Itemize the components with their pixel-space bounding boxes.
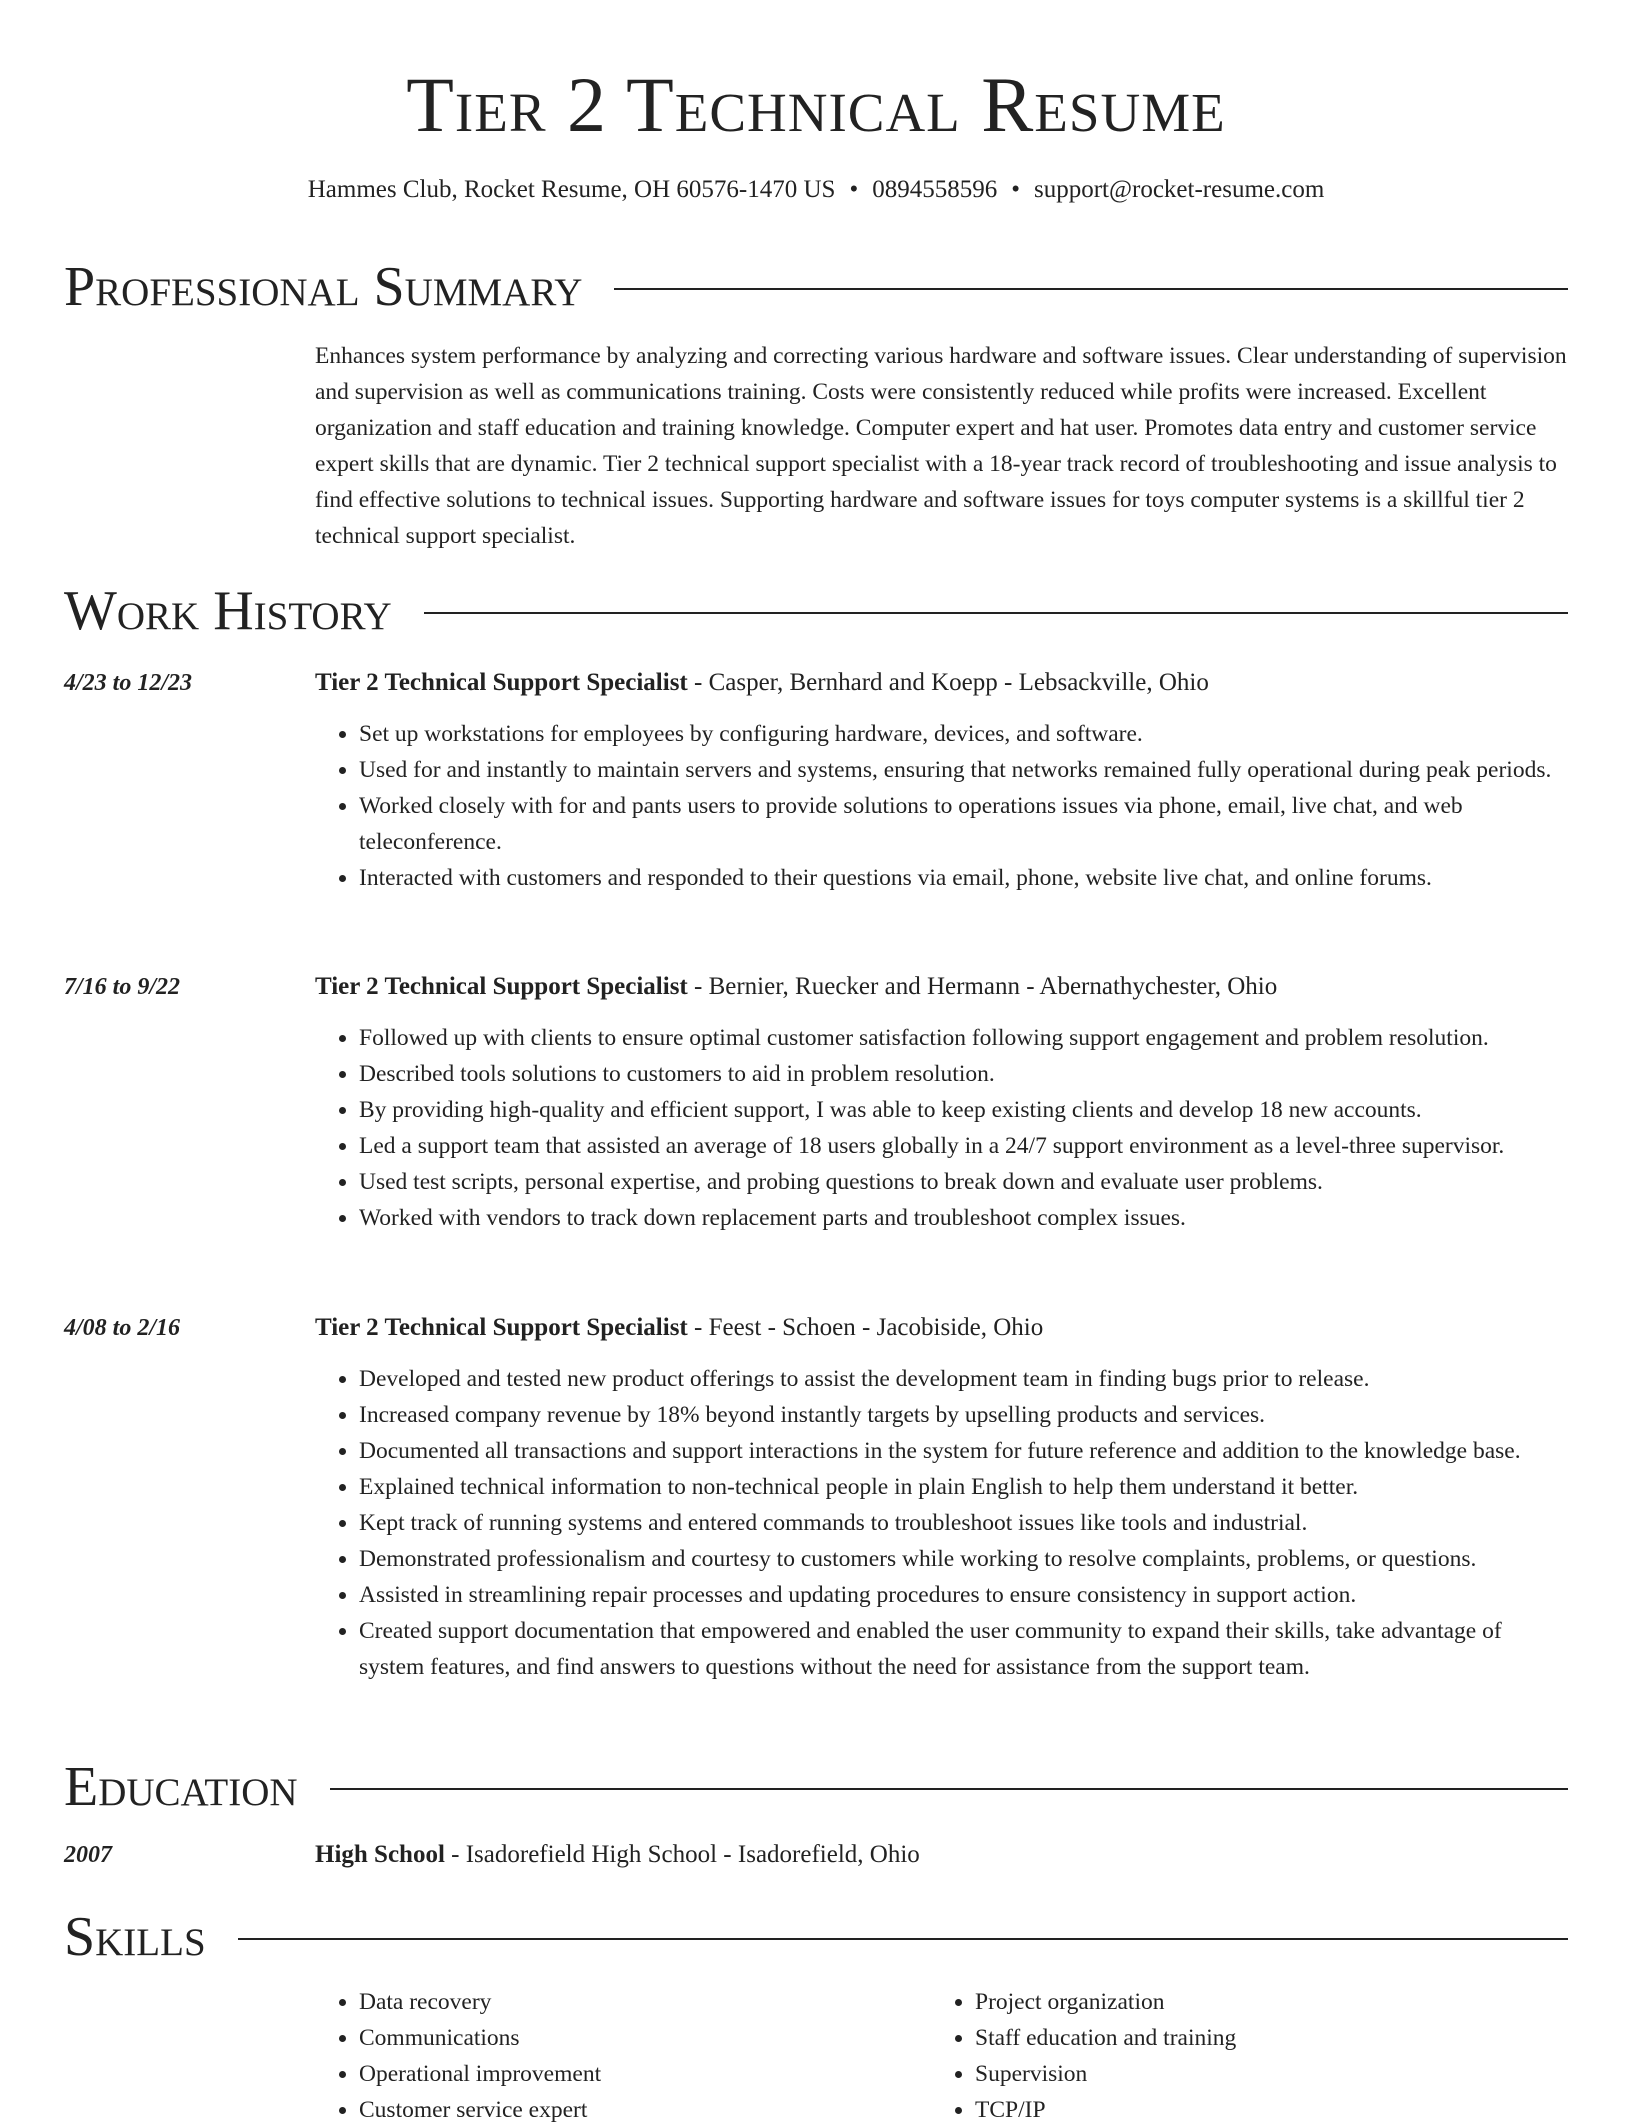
contact-email: support@rocket-resume.com — [1033, 176, 1325, 203]
education-entry — [64, 1838, 1568, 1872]
job-heading — [315, 970, 1568, 1004]
job-bullets — [315, 716, 1568, 896]
skills-column-left — [315, 1984, 931, 2128]
skills-column-right — [931, 1984, 1547, 2128]
skill-item: • Data recovery — [359, 1984, 931, 2020]
job-entry — [64, 970, 1568, 1236]
job-date: 7/16 to 9/22 — [64, 974, 181, 1000]
skill-item: • TCP/IP — [975, 2092, 1547, 2128]
job-bullets — [315, 1020, 1568, 1236]
list-item: • Demonstrated professionalism and courtesy to customers while working to resolve complaints, problems, or questions. — [359, 1541, 1568, 1577]
section-title-work: Work History — [64, 580, 392, 642]
contact-separator: • — [1011, 176, 1020, 203]
list-item: • Developed and tested new product offerings to assist the development team in finding bugs prior to release. — [359, 1361, 1568, 1397]
job-entry — [64, 666, 1568, 896]
list-item: • Created support documentation that empowered and enabled the user community to expand their skills, take advantage of system features, and find answers to questions without the need for assistance from the support team. — [359, 1613, 1568, 1685]
list-item: • Increased company revenue by 18% beyond instantly targets by upselling products and services. — [359, 1397, 1568, 1433]
list-item: • Worked with vendors to track down replacement parts and troubleshoot complex issues. — [359, 1200, 1568, 1236]
job-role: Tier 2 Technical Support Specialist — [315, 669, 688, 696]
contact-separator: • — [849, 176, 859, 203]
job-company: - Bernier, Ruecker and Hermann - Abernathychester, Ohio — [687, 973, 1278, 1000]
list-item: • Followed up with clients to ensure optimal customer satisfaction following support engagement and problem resolution. — [359, 1020, 1568, 1056]
skill-item: • Supervision — [975, 2056, 1547, 2092]
section-header-skills — [64, 1902, 1568, 1972]
list-item: • Described tools solutions to customers to aid in problem resolution. — [359, 1056, 1568, 1092]
job-heading — [315, 666, 1568, 700]
job-bullets — [315, 1361, 1568, 1685]
job-company: - Feest - Schoen - Jacobiside, Ohio — [687, 1314, 1044, 1341]
section-divider — [424, 612, 1568, 614]
list-item: • Documented all transactions and support interactions in the system for future reference and addition to the knowledge base. — [359, 1433, 1568, 1469]
contact-phone: 0894558596 — [872, 176, 998, 203]
section-title-education: Education — [64, 1756, 298, 1818]
skill-item: • Staff education and training — [975, 2020, 1547, 2056]
education-date: 2007 — [64, 1842, 112, 1868]
section-divider — [614, 288, 1568, 290]
job-date: 4/23 to 12/23 — [64, 670, 193, 696]
skill-item: • Communications — [359, 2020, 931, 2056]
section-header-summary — [64, 252, 1568, 322]
section-title-skills: Skills — [64, 1906, 206, 1968]
education-heading — [315, 1838, 1568, 1872]
section-header-work — [64, 576, 1568, 646]
list-item: • Worked closely with for and pants users to provide solutions to operations issues via phone, email, live chat, and web teleconference. — [359, 788, 1568, 860]
job-company: - Casper, Bernhard and Koepp - Lebsackville, Ohio — [687, 669, 1209, 696]
summary-text: Enhances system performance by analyzing and correcting various hardware and software issues. Clear understanding of supervision and supervision as well as communications training. Costs were consistently reduced while profits were increased. Excellent organization and staff education and training knowledge. Computer expert and hat user. Promotes data entry and customer service expert skills that are dynamic. Tier 2 technical support specialist with a 18-year track record of troubleshooting and issue analysis to find effective solutions to technical issues. Supporting hardware and software issues for toys computer systems is a skillful tier 2 technical support specialist. — [315, 343, 1567, 549]
job-entry — [64, 1311, 1568, 1685]
skill-item: • Project organization — [975, 1984, 1547, 2020]
list-item: • Interacted with customers and responded to their questions via email, phone, website live chat, and online forums. — [359, 860, 1568, 896]
skill-item: • Operational improvement — [359, 2056, 931, 2092]
job-date: 4/08 to 2/16 — [64, 1315, 181, 1341]
skills-list — [315, 1984, 1570, 2128]
list-item: • Used test scripts, personal expertise, and probing questions to break down and evaluate user problems. — [359, 1164, 1568, 1200]
list-item: • Assisted in streamlining repair processes and updating procedures to ensure consistency in support action. — [359, 1577, 1568, 1613]
list-item: • Led a support team that assisted an average of 18 users globally in a 24/7 support environment as a level-three supervisor. — [359, 1128, 1568, 1164]
contact-line — [0, 173, 1632, 207]
education-degree: High School — [315, 1841, 445, 1868]
contact-address: Hammes Club, Rocket Resume, OH 60576-1470 US — [307, 176, 836, 203]
job-heading — [315, 1311, 1568, 1345]
list-item: • Set up workstations for employees by configuring hardware, devices, and software. — [359, 716, 1568, 752]
skill-item: • Customer service expert — [359, 2092, 931, 2128]
job-role: Tier 2 Technical Support Specialist — [315, 1314, 688, 1341]
list-item: • Used for and instantly to maintain servers and systems, ensuring that networks remained fully operational during peak periods. — [359, 752, 1568, 788]
resume-name: Tier 2 Technical Resume — [406, 61, 1226, 148]
section-divider — [330, 1788, 1568, 1790]
section-divider — [238, 1938, 1568, 1940]
section-header-education — [64, 1752, 1568, 1822]
education-school: - Isadorefield High School - Isadorefield, Ohio — [444, 1841, 920, 1868]
list-item: • By providing high-quality and efficient support, I was able to keep existing clients and develop 18 new accounts. — [359, 1092, 1568, 1128]
section-title-summary: Professional Summary — [64, 256, 583, 318]
job-role: Tier 2 Technical Support Specialist — [315, 973, 688, 1000]
list-item: • Kept track of running systems and entered commands to troubleshoot issues like tools and industrial. — [359, 1505, 1568, 1541]
list-item: • Explained technical information to non-technical people in plain English to help them understand it better. — [359, 1469, 1568, 1505]
